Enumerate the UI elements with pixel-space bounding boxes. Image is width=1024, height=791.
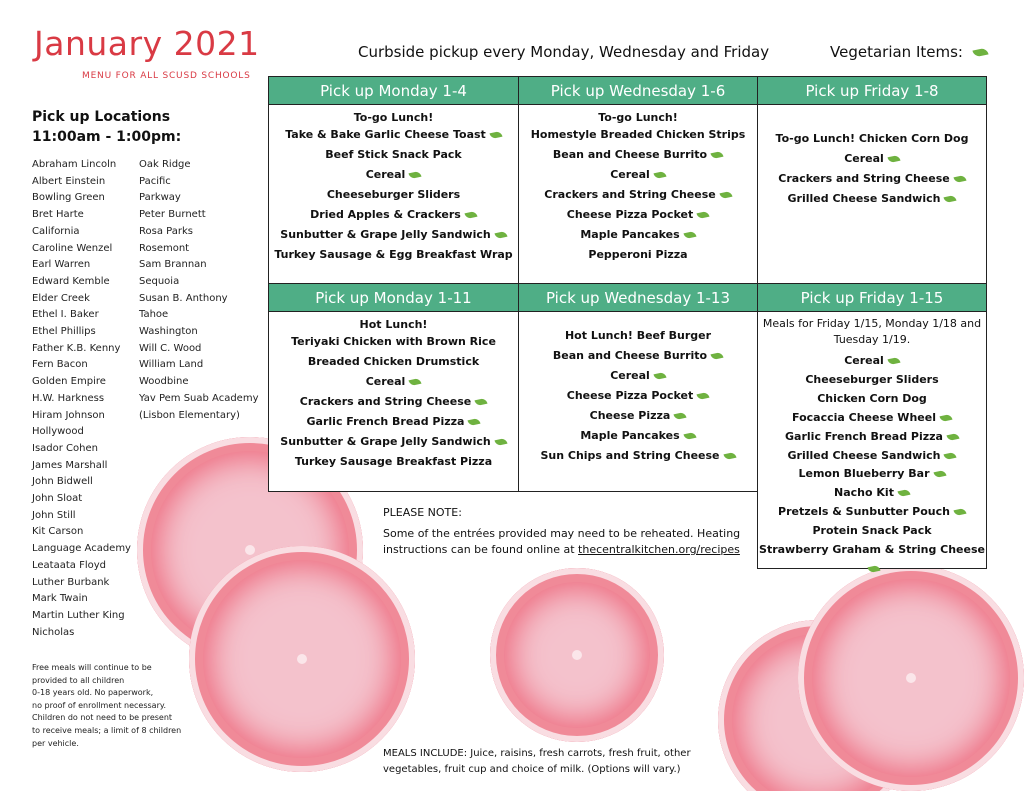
menu-item — [758, 465, 986, 484]
leaf-icon — [683, 231, 696, 239]
location-item: Albert Einstein — [32, 175, 106, 187]
location-item: Father K.B. Kenny — [32, 342, 121, 354]
leaf-icon — [953, 175, 966, 183]
menu-item — [519, 366, 757, 386]
please-note-text: Some of the entrées provided may need to be reheated. Heating instructions can be found online at — [383, 527, 741, 556]
menu-item-label: Pretzels & Sunbutter Pouch — [778, 505, 950, 519]
menu-item-label: Cereal — [365, 168, 406, 181]
location-item: Will C. Wood — [139, 342, 202, 354]
menu-item-label: Cheese Pizza Pocket — [566, 208, 694, 221]
menu-item-label: To-go Lunch! Chicken Corn Dog — [775, 132, 969, 145]
menu-item-label: Grilled Cheese Sandwich — [787, 192, 941, 205]
leaf-icon — [468, 418, 481, 426]
menu-item — [269, 125, 518, 145]
grapefruit-illustration — [189, 546, 415, 772]
location-item: William Land — [139, 359, 204, 371]
menu-item — [269, 205, 518, 225]
location-item: Abraham Lincoln — [32, 159, 117, 170]
location-item: Ethel I. Baker — [32, 309, 99, 321]
menu-items — [269, 105, 518, 265]
menu-item — [758, 447, 986, 466]
menu-day-header: Pick up Wednesday 1-13 — [519, 284, 757, 312]
location-item: Caroline Wenzel — [32, 242, 113, 254]
menu-item — [269, 225, 518, 245]
vegetarian-legend-label: Vegetarian Items: — [830, 43, 963, 61]
leaf-icon — [972, 47, 988, 57]
menu-items — [519, 105, 757, 265]
menu-cell — [518, 76, 758, 286]
menu-day-header: Pick up Wednesday 1-6 — [519, 77, 757, 105]
menu-item-label: Crackers and String Cheese — [544, 188, 716, 201]
location-item: Ethel Phillips — [32, 326, 96, 338]
menu-item — [758, 189, 986, 209]
menu-item-label: Garlic French Bread Pizza — [785, 429, 943, 443]
menu-item-label: Maple Pancakes — [580, 228, 680, 241]
menu-note: Meals for Friday 1/15, Monday 1/18 and Tuesday 1/19. — [762, 317, 982, 346]
menu-item — [758, 428, 986, 447]
leaf-icon — [653, 171, 666, 179]
location-item: (Lisbon Elementary) — [139, 409, 240, 421]
menu-item-label: Maple Pancakes — [580, 429, 680, 442]
leaf-icon — [475, 398, 488, 406]
menu-item-label: Cereal — [844, 354, 884, 367]
menu-item-label: Crackers and String Cheese — [778, 172, 950, 185]
menu-item-label: Cheeseburger Sliders — [326, 188, 461, 201]
menu-item-label: Cereal — [844, 152, 884, 165]
grapefruit-illustration — [798, 565, 1024, 791]
menu-item-label: Take & Bake Garlic Cheese Toast — [285, 128, 486, 141]
menu-item-label: Homestyle Breaded Chicken Strips — [530, 128, 746, 141]
locations-column-1 — [32, 157, 131, 641]
free-note-line: 0-18 years old. No paperwork, — [32, 688, 154, 698]
menu-item-label: Cheeseburger Sliders — [805, 372, 939, 386]
menu-item-label: Cereal — [365, 375, 406, 388]
menu-item-label: Dried Apples & Crackers — [310, 208, 461, 221]
location-item: Susan B. Anthony — [139, 292, 228, 304]
menu-item-label: Hot Lunch! Beef Burger — [564, 329, 712, 342]
menu-item — [269, 392, 518, 412]
menu-cell — [757, 283, 987, 569]
menu-item — [758, 129, 986, 149]
leaf-icon — [946, 432, 959, 440]
recipes-link[interactable]: thecentralkitchen.org/recipes — [578, 543, 740, 556]
leaf-icon — [944, 195, 957, 203]
curbside-note: Curbside pickup every Monday, Wednesday and Friday — [358, 43, 770, 61]
menu-item — [519, 165, 757, 185]
location-item: Tahoe — [139, 309, 169, 321]
menu-cell — [518, 283, 758, 492]
menu-item — [519, 446, 757, 466]
menu-item — [519, 386, 757, 406]
location-item: Washington — [139, 326, 198, 338]
menu-item — [758, 503, 986, 522]
leaf-icon — [723, 452, 736, 460]
free-note-line: Free meals will continue to be — [32, 663, 152, 672]
locations-column-2 — [139, 157, 259, 424]
menu-item — [269, 412, 518, 432]
menu-items — [269, 312, 518, 472]
leaf-icon — [711, 352, 724, 360]
menu-item-label: Cheese Pizza — [589, 409, 671, 422]
menu-item — [519, 225, 757, 245]
menu-item — [758, 409, 986, 428]
menu-item-label: Cheese Pizza Pocket — [566, 389, 694, 402]
page-subtitle: MENU FOR ALL SCUSD SCHOOLS — [82, 71, 251, 81]
menu-item-label: Turkey Sausage & Egg Breakfast Wrap — [274, 248, 513, 261]
leaf-icon — [719, 191, 732, 199]
location-item: California — [32, 225, 80, 237]
location-item: Parkway — [139, 192, 181, 204]
location-item: H.W. Harkness — [32, 392, 105, 404]
menu-item-label: Turkey Sausage Breakfast Pizza — [294, 455, 493, 468]
location-item: Mark Twain — [32, 593, 88, 605]
free-note-line: to receive meals; a limit of 8 children — [32, 725, 182, 735]
leaf-icon — [697, 211, 710, 219]
leaf-icon — [409, 171, 422, 179]
menu-item — [519, 205, 757, 225]
menu-cell — [757, 76, 987, 286]
menu-cell — [268, 76, 519, 286]
location-item: Rosemont — [139, 242, 190, 254]
menu-item-label: Bean and Cheese Burrito — [552, 148, 708, 161]
leaf-icon — [489, 131, 502, 139]
location-item: Earl Warren — [32, 259, 91, 271]
location-item: Pacific — [139, 175, 171, 187]
menu-item — [758, 169, 986, 189]
leaf-icon — [933, 470, 946, 478]
menu-item — [519, 346, 757, 366]
menu-item — [758, 390, 986, 409]
please-note — [383, 505, 743, 558]
menu-item-label: Lemon Blueberry Bar — [798, 467, 930, 481]
menu-cell — [268, 283, 519, 492]
location-item: Sequoia — [139, 275, 180, 287]
menu-items — [758, 105, 986, 209]
free-note-line: Children do not need to be present — [32, 713, 173, 723]
location-item: Rosa Parks — [139, 225, 193, 237]
leaf-icon — [887, 357, 900, 365]
menu-item — [519, 185, 757, 205]
free-note-line: provided to all children — [32, 675, 125, 685]
menu-item-label: Cereal — [610, 168, 650, 181]
location-item: Martin Luther King — [32, 609, 125, 621]
menu-item-label: Teriyaki Chicken with Brown Rice — [291, 335, 496, 348]
menu-item — [758, 371, 986, 390]
leaf-icon — [953, 508, 966, 516]
menu-item-label: Strawberry Graham & String Cheese — [759, 543, 985, 557]
location-item: John Sloat — [32, 493, 83, 505]
menu-item — [758, 352, 986, 371]
location-item: Language Academy — [32, 543, 131, 555]
menu-item-label: Grilled Cheese Sandwich — [787, 448, 941, 462]
menu-item — [519, 426, 757, 446]
menu-item — [269, 452, 518, 472]
leaf-icon — [674, 412, 687, 420]
menu-day-header: Pick up Monday 1-4 — [269, 77, 518, 105]
menu-item — [269, 165, 518, 185]
menu-item — [519, 326, 757, 346]
location-item: Yav Pem Suab Academy — [139, 392, 259, 404]
locations-heading-line2: 11:00am - 1:00pm: — [32, 129, 182, 145]
leaf-icon — [494, 438, 507, 446]
locations-heading-line1: Pick up Locations — [32, 109, 171, 125]
location-item: Edward Kemble — [32, 275, 110, 287]
grapefruit-illustration — [490, 568, 664, 742]
location-item: Isador Cohen — [32, 442, 98, 454]
menu-item-label: Cereal — [610, 369, 650, 382]
menu-lead: To-go Lunch! — [598, 111, 678, 124]
menu-item — [269, 245, 518, 265]
vegetarian-legend — [830, 43, 988, 61]
leaf-icon — [409, 378, 422, 386]
menu-item-label: Pepperoni Pizza — [588, 248, 688, 261]
location-item: Leataata Floyd — [32, 559, 106, 571]
menu-item — [269, 352, 518, 372]
menu-item-label: Protein Snack Pack — [812, 524, 932, 538]
menu-item — [269, 332, 518, 352]
menu-lead: Hot Lunch! — [359, 318, 428, 331]
location-item: Peter Burnett — [139, 209, 206, 221]
menu-item — [519, 406, 757, 426]
location-item: Woodbine — [139, 376, 189, 388]
leaf-icon — [887, 155, 900, 163]
menu-item — [269, 372, 518, 392]
leaf-icon — [939, 414, 952, 422]
menu-items — [758, 312, 986, 579]
free-note-line: no proof of enrollment necessary. — [32, 700, 166, 710]
menu-items — [519, 312, 757, 466]
leaf-icon — [464, 211, 477, 219]
menu-item — [519, 245, 757, 265]
location-item: John Bidwell — [32, 476, 93, 488]
menu-item — [519, 125, 757, 145]
location-item: Elder Creek — [32, 292, 90, 304]
menu-item — [758, 149, 986, 169]
please-note-heading: PLEASE NOTE: — [383, 506, 462, 519]
menu-item-label: Focaccia Cheese Wheel — [792, 410, 936, 424]
page-title: January 2021 — [34, 24, 260, 63]
menu-item-label: Crackers and String Cheese — [299, 395, 472, 408]
menu-item-label: Breaded Chicken Drumstick — [307, 355, 480, 368]
menu-item — [758, 541, 986, 579]
menu-item — [519, 145, 757, 165]
leaf-icon — [868, 565, 881, 573]
location-item: Nicholas — [32, 626, 75, 638]
location-item: James Marshall — [32, 459, 108, 471]
location-item: John Still — [32, 509, 76, 521]
location-item: Luther Burbank — [32, 576, 110, 588]
menu-item — [269, 432, 518, 452]
menu-day-header: Pick up Friday 1-8 — [758, 77, 986, 105]
menu-day-header: Pick up Friday 1-15 — [758, 284, 986, 312]
location-item: Hollywood — [32, 426, 84, 438]
menu-item — [269, 185, 518, 205]
meals-include-note: MEALS INCLUDE: Juice, raisins, fresh carrots, fresh fruit, other vegetables, fruit cup and choice of milk. (Options will vary.) — [383, 748, 691, 775]
menu-item-label: Garlic French Bread Pizza — [306, 415, 465, 428]
menu-item-label: Chicken Corn Dog — [817, 391, 927, 405]
location-item: Fern Bacon — [32, 359, 88, 371]
menu-item-label: Sun Chips and String Cheese — [540, 449, 720, 462]
leaf-icon — [683, 432, 696, 440]
location-item: Bret Harte — [32, 209, 84, 221]
menu-item — [758, 484, 986, 503]
location-item: Bowling Green — [32, 192, 105, 204]
location-item: Oak Ridge — [139, 159, 191, 170]
location-item: Sam Brannan — [139, 259, 207, 271]
menu-item — [269, 145, 518, 165]
leaf-icon — [711, 151, 724, 159]
menu-item-label: Sunbutter & Grape Jelly Sandwich — [280, 435, 491, 448]
leaf-icon — [897, 489, 910, 497]
menu-item — [758, 522, 986, 541]
menu-item-label: Sunbutter & Grape Jelly Sandwich — [280, 228, 491, 241]
menu-item-label: Beef Stick Snack Pack — [325, 148, 462, 161]
leaf-icon — [697, 392, 710, 400]
menu-item-label: Bean and Cheese Burrito — [552, 349, 708, 362]
menu-lead: To-go Lunch! — [353, 111, 434, 124]
location-item: Kit Carson — [32, 526, 84, 538]
location-item: Hiram Johnson — [32, 409, 105, 421]
free-note-line: per vehicle. — [32, 738, 79, 748]
leaf-icon — [494, 231, 507, 239]
location-item: Golden Empire — [32, 376, 106, 388]
menu-item-label: Nacho Kit — [834, 486, 894, 500]
locations-heading — [32, 107, 181, 147]
free-meals-note — [32, 662, 182, 750]
leaf-icon — [653, 372, 666, 380]
leaf-icon — [944, 451, 957, 459]
menu-day-header: Pick up Monday 1-11 — [269, 284, 518, 312]
